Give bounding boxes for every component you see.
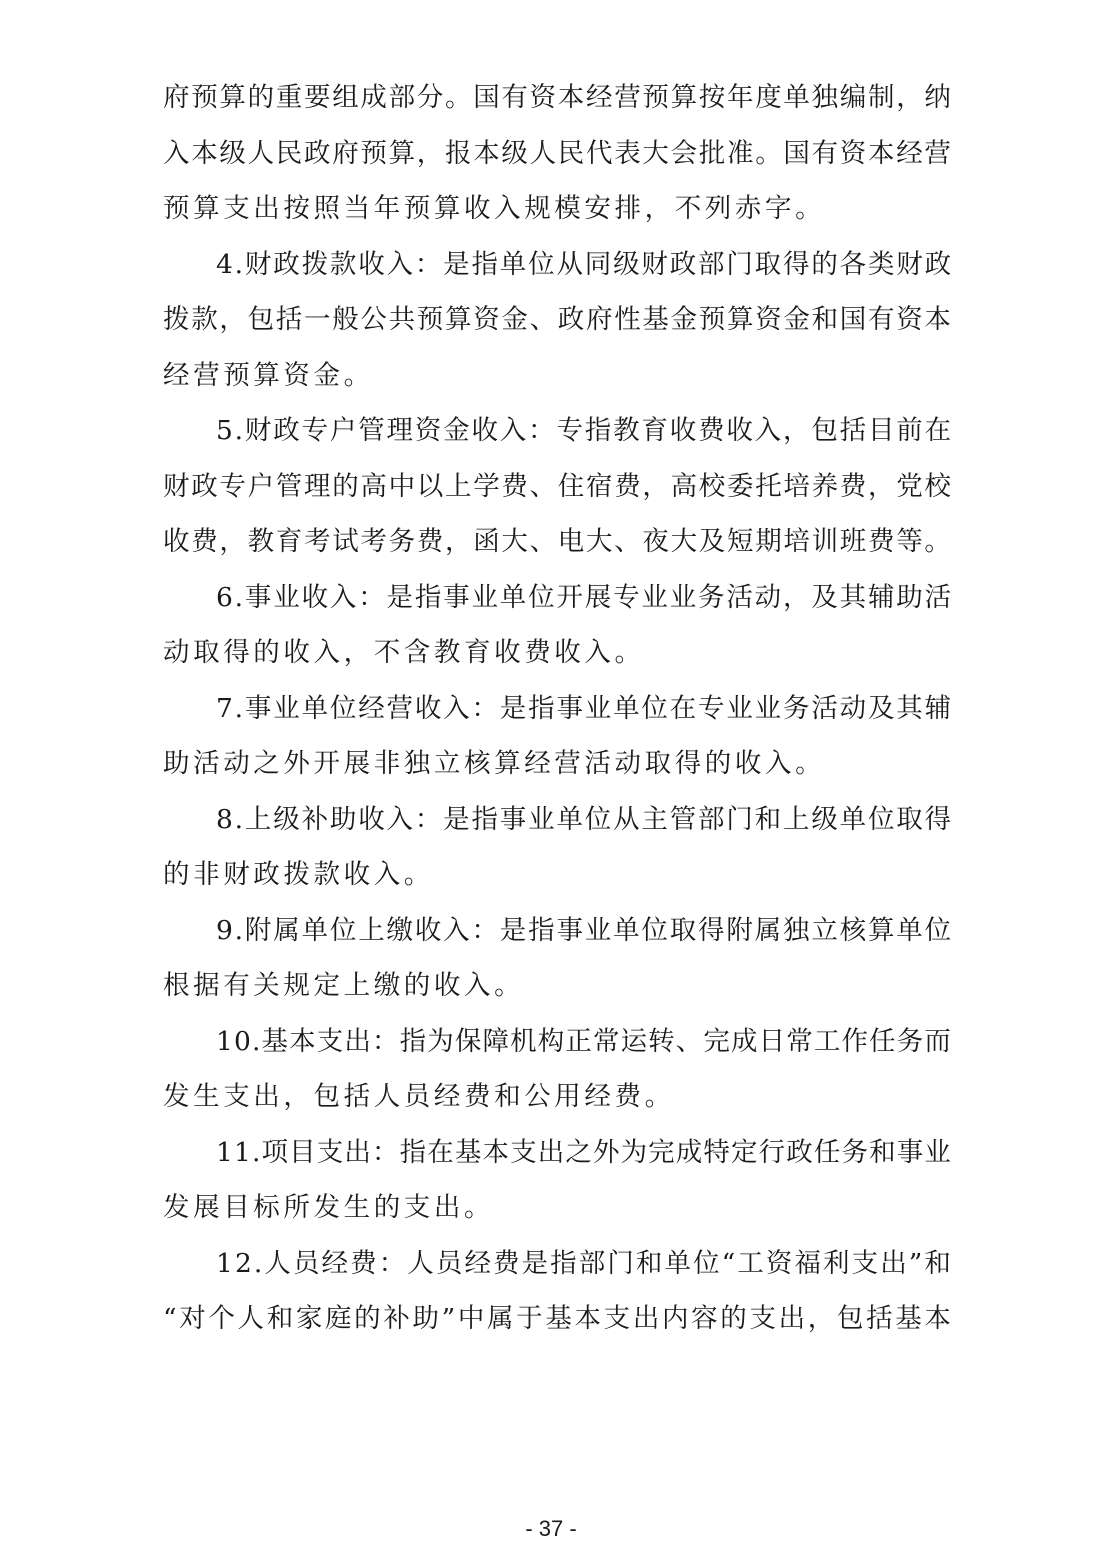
text-line: 动取得的收入，不含教育收费收入。	[163, 637, 645, 668]
body-text	[163, 70, 954, 1347]
text-line: 收费，教育考试考务费，函大、电大、夜大及短期培训班费等。	[163, 526, 953, 557]
text-line: 发生支出，包括人员经费和公用经费。	[163, 1081, 675, 1112]
text-line: 入本级人民政府预算，报本级人民代表大会批准。国有资本经营	[163, 137, 953, 169]
page-number: - 37 -	[525, 1516, 577, 1541]
text-line: 经营预算资金。	[163, 359, 374, 391]
text-line: 府预算的重要组成部分。国有资本经营预算按年度单独编制，纳	[163, 82, 953, 113]
paragraph-11-start: 11.项目支出：指在基本支出之外为完成特定行政任务和事业	[216, 1136, 953, 1168]
text-line: 助活动之外开展非独立核算经营活动取得的收入。	[163, 748, 826, 779]
paragraph-9-start: 9.附属单位上缴收入：是指事业单位取得附属独立核算单位	[216, 914, 953, 946]
paragraph-6-start: 6.事业收入：是指事业单位开展专业业务活动，及其辅助活	[216, 581, 953, 613]
paragraph-4-start: 4.财政拨款收入：是指单位从同级财政部门取得的各类财政	[216, 248, 953, 280]
text-line: 预算支出按照当年预算收入规模安排，不列赤字。	[163, 193, 826, 224]
paragraph-12-start: 12.人员经费：人员经费是指部门和单位“工资福利支出”和	[216, 1247, 953, 1279]
paragraph-8-start: 8.上级补助收入：是指事业单位从主管部门和上级单位取得	[216, 803, 953, 835]
text-line: 拨款，包括一般公共预算资金、政府性基金预算资金和国有资本	[163, 304, 953, 335]
paragraph-5-start: 5.财政专户管理资金收入：专指教育收费收入，包括目前在	[216, 415, 953, 446]
text-line: “对个人和家庭的补助”中属于基本支出内容的支出，包括基本	[163, 1303, 954, 1334]
text-line: 财政专户管理的高中以上学费、住宿费，高校委托培养费，党校	[163, 470, 953, 502]
text-line: 的非财政拨款收入。	[163, 859, 434, 890]
paragraph-10-start: 10.基本支出：指为保障机构正常运转、完成日常工作任务而	[216, 1025, 953, 1057]
paragraph-7-start: 7.事业单位经营收入：是指事业单位在专业业务活动及其辅	[216, 692, 953, 724]
text-line: 发展目标所发生的支出。	[163, 1192, 495, 1223]
text-line: 根据有关规定上缴的收入。	[163, 970, 525, 1001]
